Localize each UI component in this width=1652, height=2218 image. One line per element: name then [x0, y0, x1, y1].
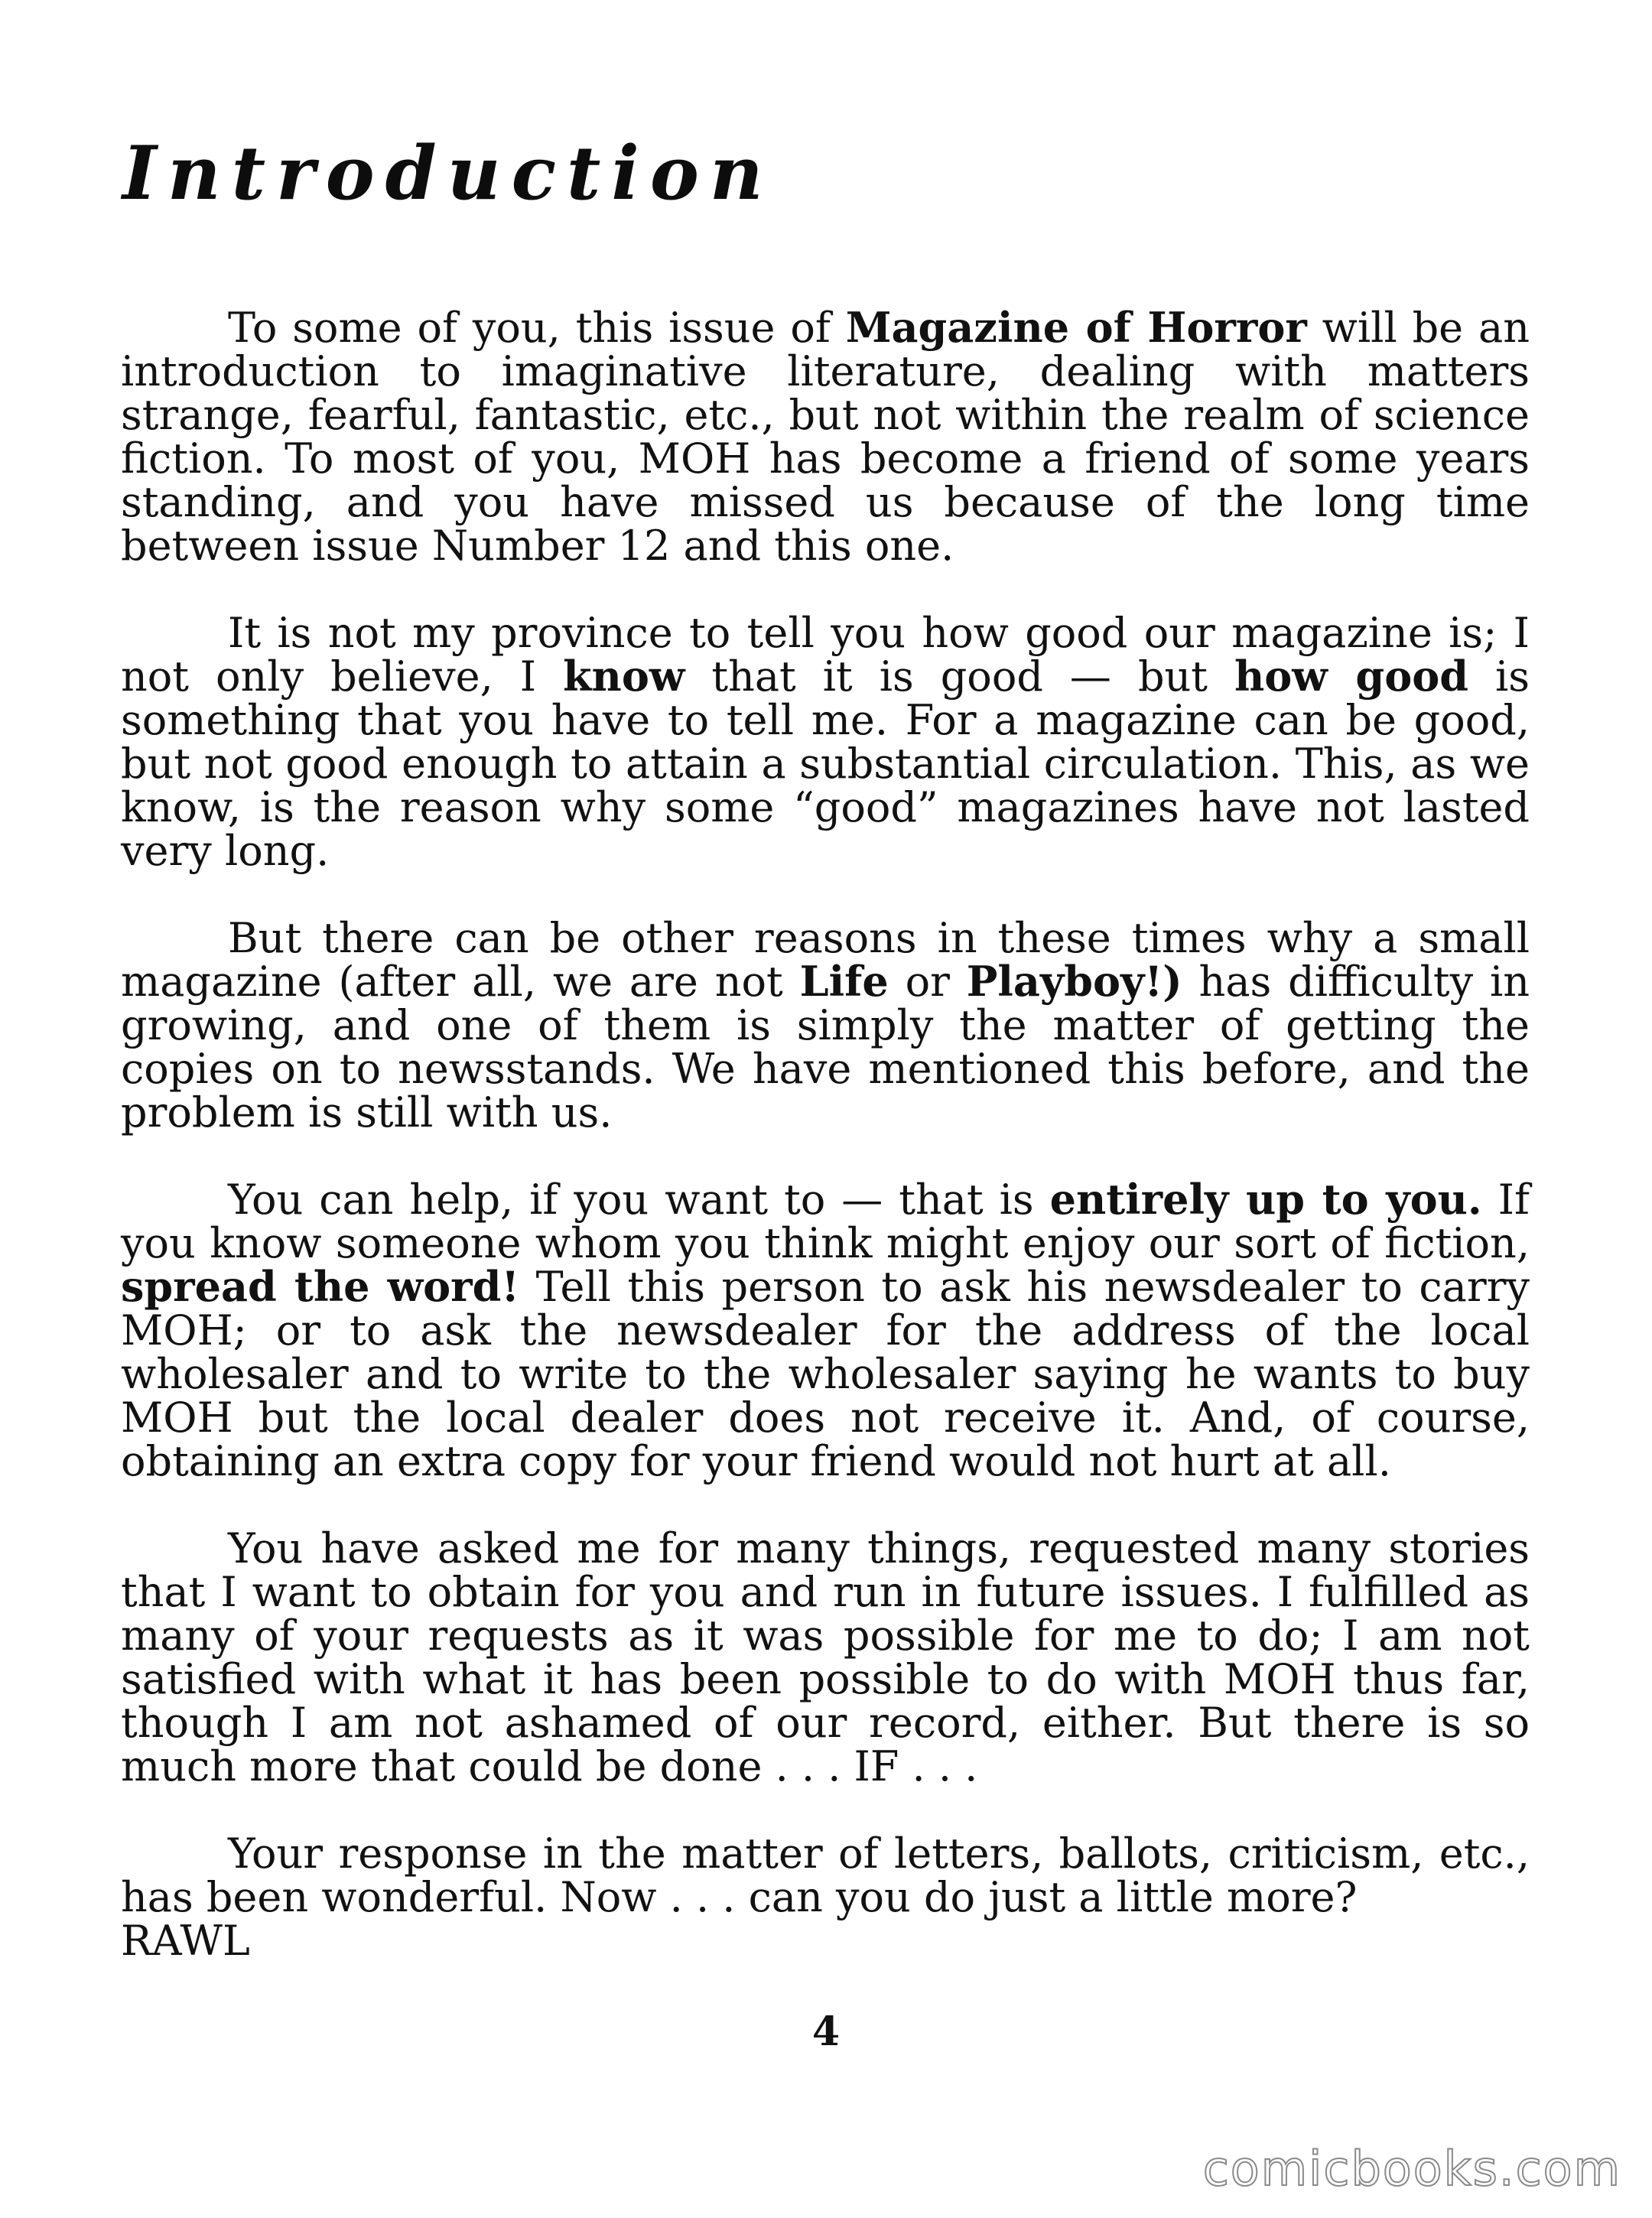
bold-text-run: how good — [1234, 652, 1468, 701]
text-run: will be an introduction to imaginative literature, dealing with matters strange, fearful, fantastic, etc., but not within the realm of science fiction. To most of you, MOH has become a friend of some years standing, and you have missed us because of the long time between issue Number 12 and this one. — [121, 304, 1530, 570]
paragraph — [121, 914, 1530, 1137]
bold-text-run: Magazine of Horror — [845, 303, 1307, 352]
bold-text-run: know — [563, 652, 685, 701]
author-signature: RAWL — [121, 1917, 250, 1965]
paragraph — [121, 1524, 1530, 1790]
bold-text-run: Life — [799, 957, 889, 1006]
paragraph — [121, 1175, 1530, 1485]
bold-text-run: spread the word! — [121, 1262, 520, 1311]
text-run: Your response in the matter of letters, ballots, criticism, etc., has been wonderful. Now . . . can you do just a little more? — [121, 1829, 1530, 1921]
text-run: has difficulty in growing, and one of them is simply the matter of getting the copies on to newsstands. We have mentioned this before, and the problem is still with us. — [121, 958, 1530, 1137]
text-run: To some of you, this issue of — [228, 304, 846, 352]
bold-text-run: entirely up to you. — [1049, 1175, 1482, 1224]
article-body — [121, 303, 1530, 1965]
text-run: But there can be other reasons in these times why a small magazine (after all, we are not — [121, 914, 1530, 1006]
paragraph — [121, 611, 1530, 873]
text-run: It is not my province to tell you how good our magazine is; I not only believe, I — [121, 609, 1530, 701]
text-run: that it is good — but — [685, 652, 1235, 701]
text-run: If you know someone whom you think might enjoy our sort of fiction, — [121, 1176, 1530, 1267]
paragraph — [121, 1829, 1530, 1965]
text-run: or — [888, 958, 967, 1006]
page-number: 4 — [811, 2008, 841, 2055]
text-run: Tell this person to ask his newsdealer to carry MOH; or to ask the newsdealer for the address of the local wholesaler and to write to the wholesaler saying he wants to buy MOH but the local dealer does not receive it. And, of course, obtaining an extra copy for your friend would not hurt at all. — [121, 1263, 1530, 1485]
page-title: Introduction — [122, 130, 774, 216]
text-run: is something that you have to tell me. For a magazine can be good, but not good enough to attain a substantial circulation. This, as we know, is the reason why some “good” magazines have not lasted very long. — [121, 652, 1530, 875]
paragraph — [121, 303, 1530, 570]
text-run: You can help, if you want to — that is — [228, 1176, 1050, 1224]
bold-text-run: Playboy!) — [966, 957, 1182, 1006]
text-run: You have asked me for many things, requested many stories that I want to obtain for you and run in future issues. I fulfilled as many of your requests as it was possible for me to do; I am not satisfied with what it has been possible to do with MOH thus far, though I am not ashamed of our record, either. But there is so much more that could be done . . . IF . . . — [121, 1524, 1530, 1790]
watermark: comicbooks.com — [1202, 2141, 1621, 2197]
